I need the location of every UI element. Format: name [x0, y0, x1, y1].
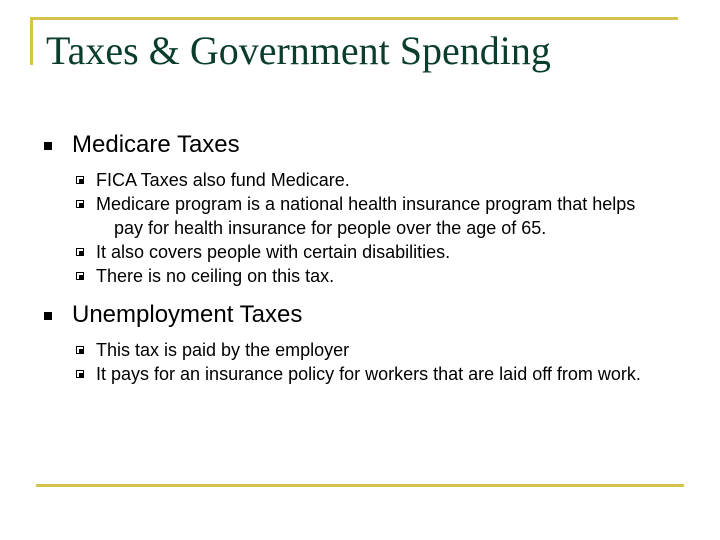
hollow-square-bullet-icon [76, 272, 84, 280]
section-heading-medicare [36, 130, 676, 160]
square-bullet-icon [44, 312, 52, 320]
list-item [36, 338, 676, 362]
list-item [36, 168, 676, 192]
slide-content [36, 128, 676, 398]
unemployment-points-list [36, 338, 676, 386]
square-bullet-icon [44, 142, 52, 150]
hollow-square-bullet-icon [76, 200, 84, 208]
list-item [36, 362, 676, 386]
list-item [36, 240, 676, 264]
title-frame-left-rule [30, 17, 33, 65]
bottom-rule [36, 484, 684, 487]
hollow-square-bullet-icon [76, 248, 84, 256]
section-heading-unemployment [36, 300, 676, 330]
list-item-text: FICA Taxes also fund Medicare. [96, 170, 350, 190]
title-frame-top-rule [30, 17, 678, 20]
list-item-text: It also covers people with certain disabilities. [96, 242, 451, 262]
slide-title: Taxes & Government Spending [46, 28, 551, 73]
medicare-points-list [36, 168, 676, 288]
list-item-text: Medicare program is a national health insurance program that helps pay for health insurance for people over the age of 65. [96, 194, 636, 238]
hollow-square-bullet-icon [76, 346, 84, 354]
list-item [36, 192, 676, 240]
hollow-square-bullet-icon [76, 176, 84, 184]
section-heading-text: Medicare Taxes [72, 131, 240, 158]
list-item-text: There is no ceiling on this tax. [96, 266, 335, 286]
section-heading-text: Unemployment Taxes [72, 301, 303, 328]
list-item-text: It pays for an insurance policy for workers that are laid off from work. [96, 364, 641, 384]
hollow-square-bullet-icon [76, 370, 84, 378]
list-item-text: This tax is paid by the employer [96, 340, 350, 360]
list-item [36, 264, 676, 288]
